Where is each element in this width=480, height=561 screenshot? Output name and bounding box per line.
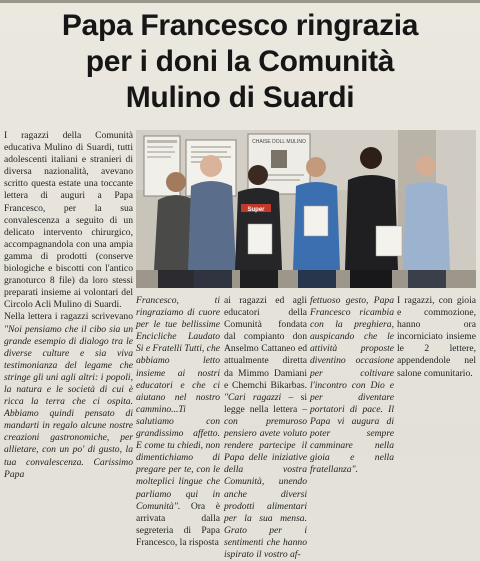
shirt-print: Super [247,207,265,213]
article-paragraph-2 [4,311,133,480]
frame-title: CHAISE DOLL MULINO [252,139,306,145]
article-column-2 [136,295,220,549]
article-column-1 [4,130,133,481]
article-paragraph-1: I ragazzi della Comunità educativa Mulino di Suardi, tutti adolescenti italiani e stranieri di diversa nazionalità, avevano scritto questa estate una toccante lettera di auguri a Papa Francesco, per la sua convalescenza a seguito di un delicato intervento chirurgico, accompagnandola con una ampia gamma di prodotti (conserve biologiche e biscotti con l'antico granoturco 8 file) da loro stessi preparati insieme ai volontari del Circolo Acli Mulino di Suardi. [4,130,133,311]
article-paragraph-4 [224,295,307,561]
reply-quote-open: "Cari ragazzi [224,391,282,403]
reply-attribution: – si legge nella lettera – [224,391,307,415]
letter-quote: "Noi pensiamo che il cibo sia un grande esempio di dialogo tra le diverse culture e sia viva testimonianza del legame che stringe gli uni agli altri: i popoli, la natura e le società di cui è ricca la terra che ci ospita. Abbiamo quindi pensato di mandarti in regalo alcune nostre creazioni gastronomiche, per allietare, con un po' di gusto, la tua convalescenza. Carissimo Papa [4,323,133,480]
reply-intro: Ora è arrivata dalla segreteria di Papa Francesco, la risposta [136,500,220,548]
headline-line-3: Mulino di Suardi [125,81,355,114]
article-column-4 [310,295,394,476]
top-rule [0,0,480,3]
group-photo [136,130,476,288]
reply-quote: con premuroso pensiero avete voluto rendere partecipe il Papa delle iniziative della vostra Comunità, unendo anche diversi prodotti alimentari per la sua mensa. Grato per i sentimenti che hanno ispirato il vostro af- [224,415,307,560]
paragraph-lead: Nella lettera i ragazzi scrivevano [4,311,133,323]
article-column-5 [397,295,476,380]
headline [0,8,480,116]
article-paragraph-5 [310,295,394,476]
article-paragraph-6: I ragazzi, con gioia e commozione, hanno ora incorniciato insieme le 2 lettere, appendendole nel salone comunitario. [397,295,476,379]
letter-quote-continued: Francesco, ti ringraziamo di cuore per le tue bellissime Encicliche Laudato Si e Fratelli Tutti, che abbiamo letto insieme ai nostri educatori e che ci aiutano nel nostro cammino...Ti salutiamo con grandissimo affetto. E come tu chiedi, non dimentichiamo di pregare per te, con le molteplici lingue che parliamo qui in Comunità". [136,295,220,512]
article-column-3 [224,295,307,561]
reply-quote-end: fettuoso gesto, Papa Francesco ricambia con la preghiera, auspicando che le attività proposte diventino occasione per coltivare l'incontro con Dio e per diventare portatori di pace. Il Papa vi augura di poter sempre camminare nella gioia e nella fratellanza". [310,295,394,476]
headline-line-1: Papa Francesco ringrazia [61,9,419,42]
article-paragraph-3 [136,295,220,549]
reply-recipients: ai ragazzi ed agli educatori della Comunità fondata dal compianto don Anselmo Cattaneo ed attualmente diretta da Mimmo Damiani e Chemchi Bikarbas. [224,295,307,391]
headline-line-2: per i doni la Comunità [85,45,395,78]
group-photo-illustration [136,130,476,288]
